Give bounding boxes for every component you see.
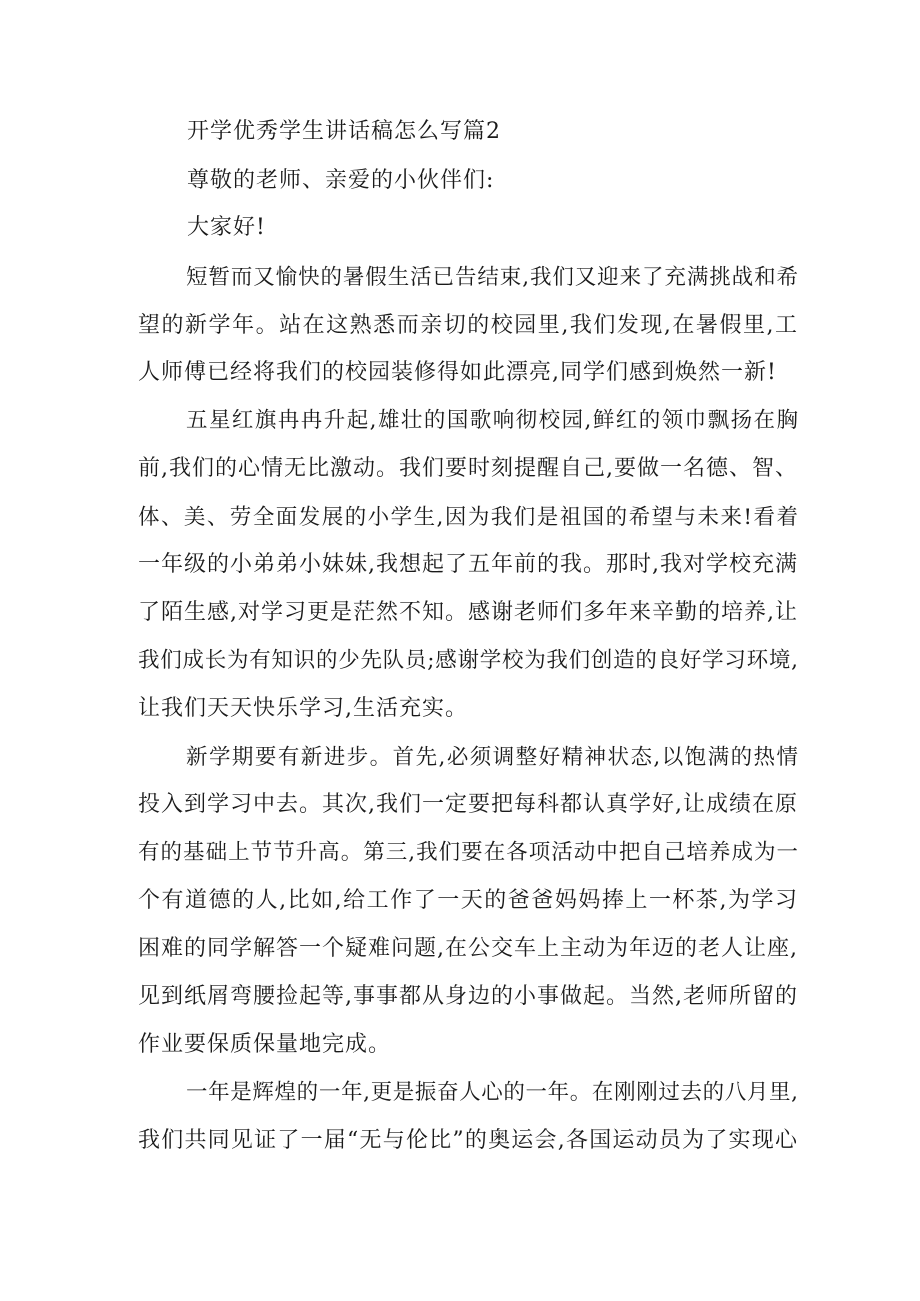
paragraph-line: 我们共同见证了一届“无与伦比”的奥运会,各国运动员为了实现心 — [138, 1128, 798, 1153]
paragraph-line: 了陌生感,对学习更是茫然不知。感谢老师们多年来辛勤的培养,让 — [138, 600, 798, 625]
paragraph-line: 作业要保质保量地完成。 — [138, 1032, 392, 1057]
paragraph-line: 有的基础上节节升高。第三,我们要在各项活动中把自己培养成为一 — [138, 840, 798, 865]
paragraph-line: 让我们天天快乐学习,生活充实。 — [138, 696, 468, 721]
paragraph-line: 人师傅已经将我们的校园装修得如此漂亮,同学们感到焕然一新! — [138, 360, 777, 385]
paragraph-line: 前,我们的心情无比激动。我们要时刻提醒自己,要做一名德、智、 — [138, 456, 798, 481]
paragraph-line: 短暂而又愉快的暑假生活已告结束,我们又迎来了充满挑战和希 — [186, 265, 798, 290]
salutation: 尊敬的老师、亲爱的小伙伴们: — [187, 168, 495, 193]
paragraph-line: 困难的同学解答一个疑难问题,在公交车上主动为年迈的老人让座, — [138, 936, 798, 961]
greeting: 大家好! — [187, 215, 266, 240]
paragraph-line: 我们成长为有知识的少先队员;感谢学校为我们创造的良好学习环境, — [138, 648, 798, 673]
paragraph-line: 见到纸屑弯腰捡起等,事事都从身边的小事做起。当然,老师所留的 — [138, 984, 798, 1009]
paragraph-line: 新学期要有新进步。首先,必须调整好精神状态,以饱满的热情 — [186, 745, 798, 770]
paragraph-line: 一年级的小弟弟小妹妹,我想起了五年前的我。那时,我对学校充满 — [138, 552, 798, 577]
document-title: 开学优秀学生讲话稿怎么写篇2 — [187, 119, 501, 144]
paragraph-line: 体、美、劳全面发展的小学生,因为我们是祖国的希望与未来!看着 — [138, 505, 798, 530]
paragraph-line: 望的新学年。站在这熟悉而亲切的校园里,我们发现,在暑假里,工 — [138, 313, 798, 338]
paragraph-line: 五星红旗冉冉升起,雄壮的国歌响彻校园,鲜红的领巾飘扬在胸 — [186, 408, 798, 433]
paragraph-line: 投入到学习中去。其次,我们一定要把每科都认真学好,让成绩在原 — [138, 792, 798, 817]
paragraph-line: 一年是辉煌的一年,更是振奋人心的一年。在刚刚过去的八月里, — [186, 1080, 798, 1105]
paragraph-line: 个有道德的人,比如,给工作了一天的爸爸妈妈捧上一杯茶,为学习 — [138, 888, 798, 913]
